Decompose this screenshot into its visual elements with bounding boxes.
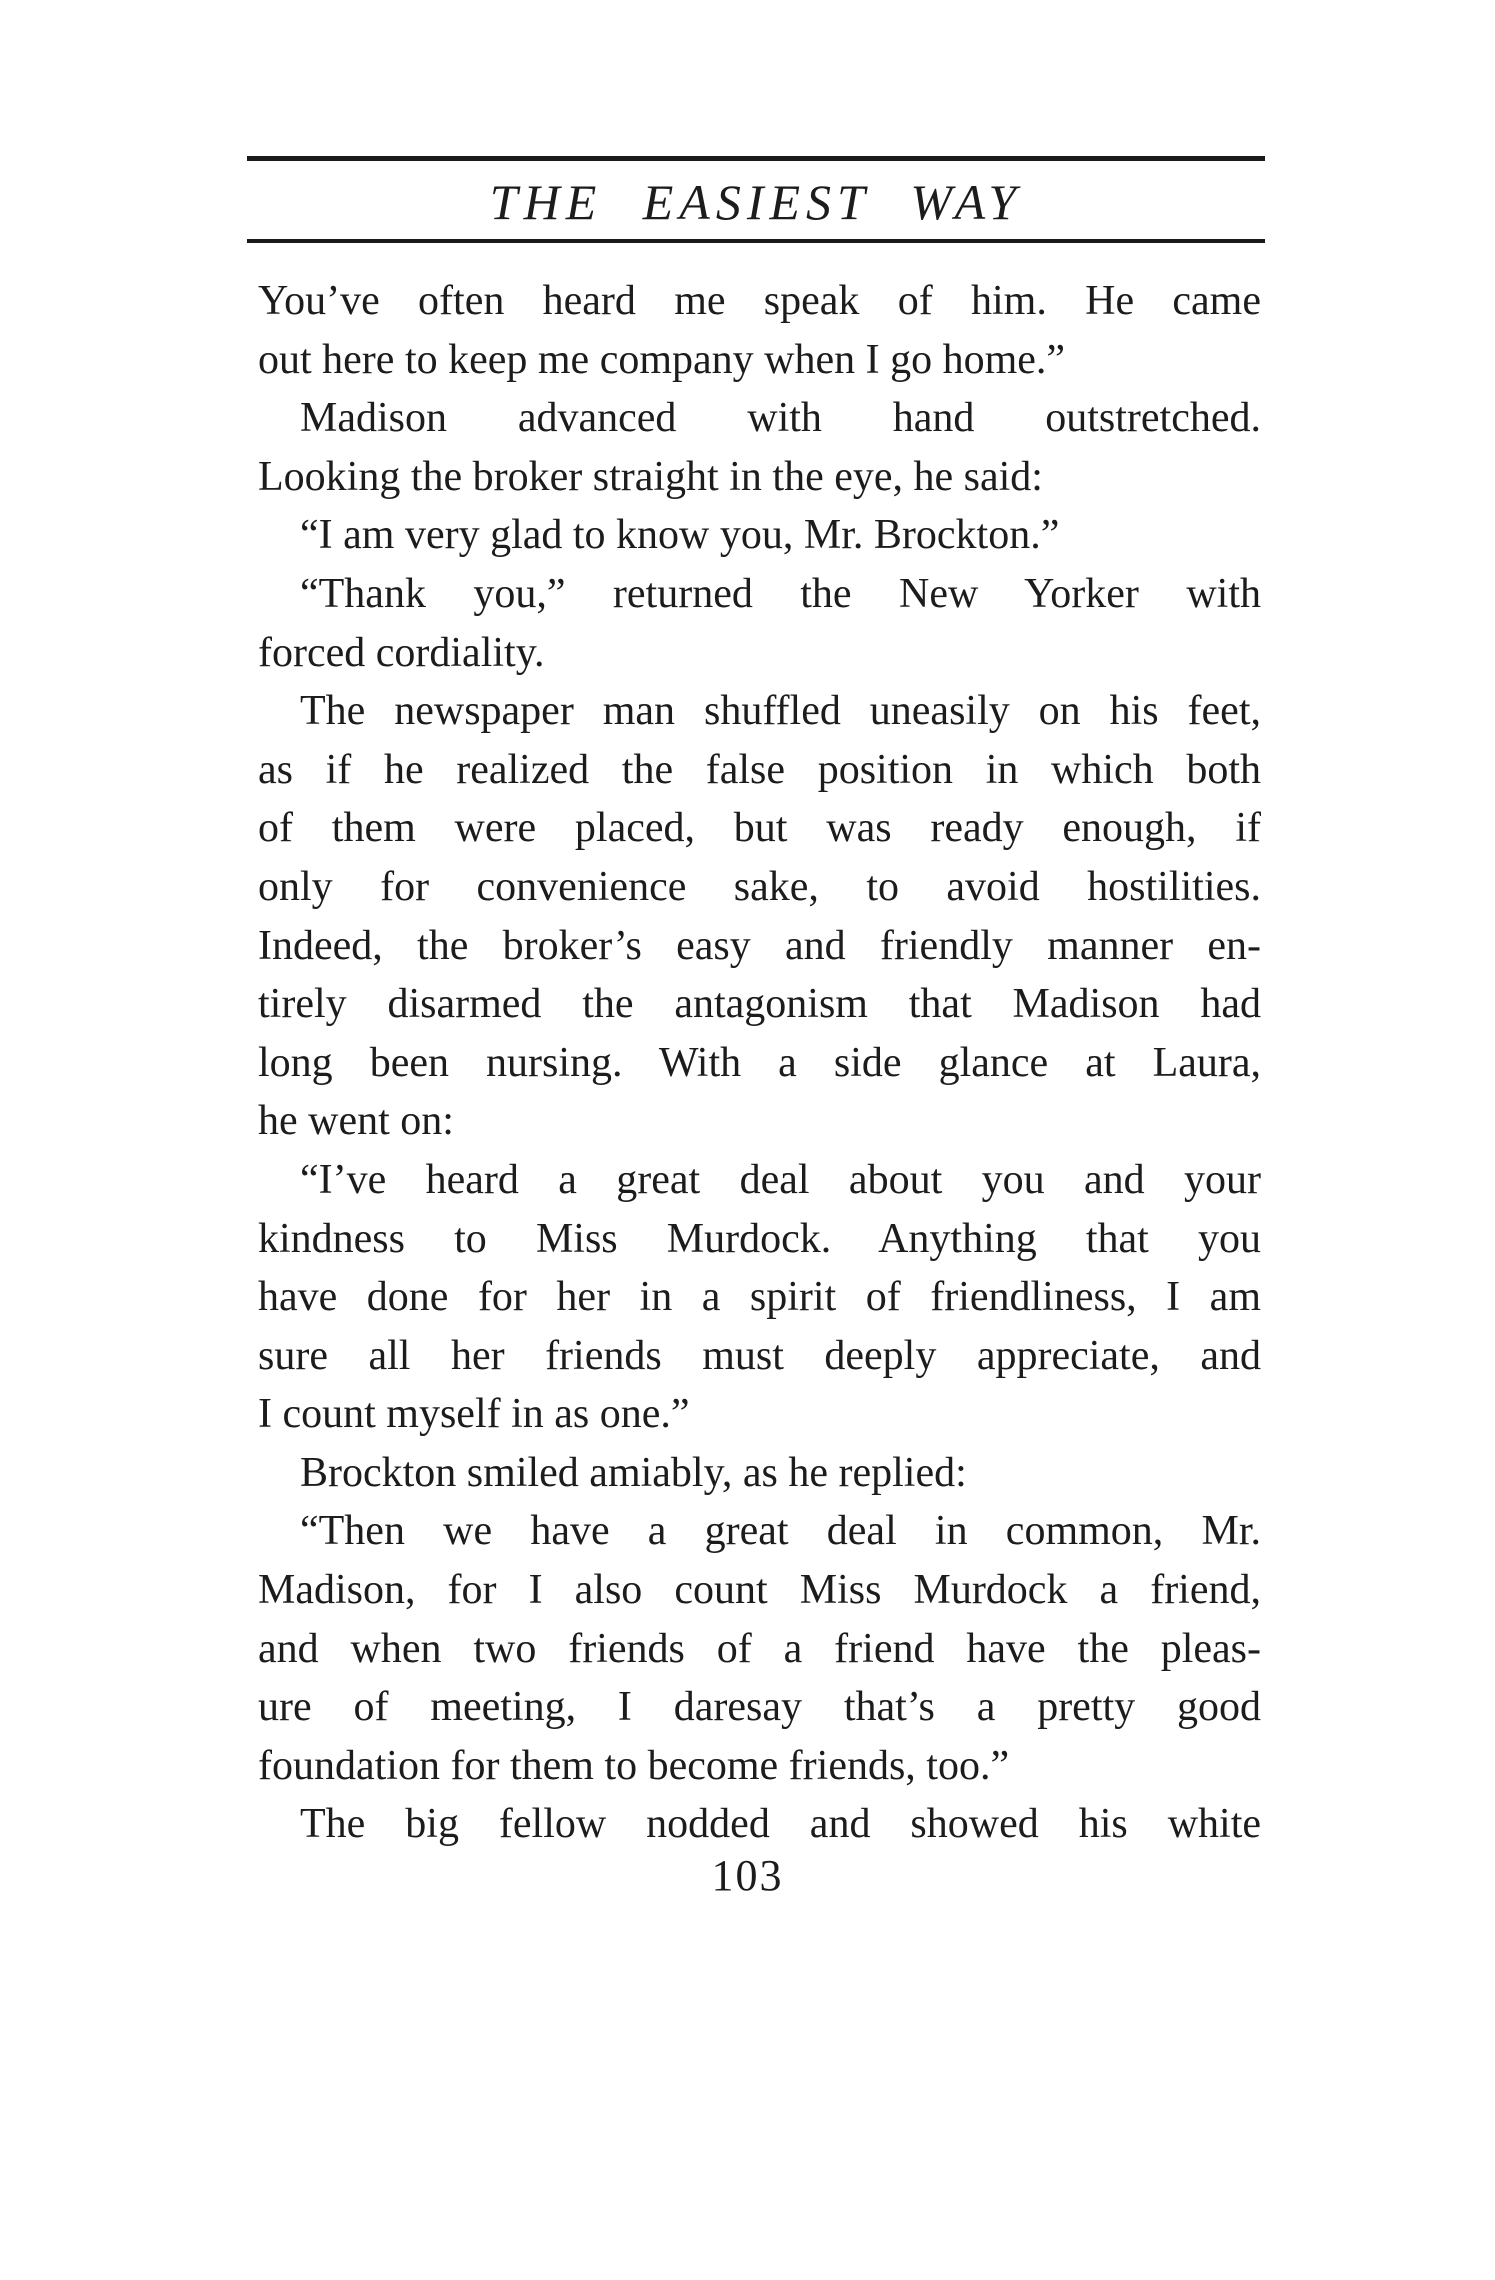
text-line: of them were placed, but was ready enough, if [258, 805, 1261, 852]
header-rule-top [247, 156, 1265, 161]
page-number: 103 [711, 1851, 784, 1900]
text-line: Brockton smiled amiably, as he replied: [300, 1449, 967, 1496]
text-line: “Then we have a great deal in common, Mr. [300, 1508, 1261, 1555]
text-line: “I am very glad to know you, Mr. Brockton.” [300, 512, 1060, 559]
running-head-title: THE EASIEST WAY [489, 174, 1023, 230]
text-line: kindness to Miss Murdock. Anything that you [258, 1215, 1261, 1262]
text-line: have done for her in a spirit of friendliness, I am [258, 1274, 1261, 1321]
text-line: only for convenience sake, to avoid hostilities. [258, 863, 1261, 910]
text-line: and when two friends of a friend have the pleas- [258, 1625, 1261, 1672]
text-line: I count myself in as one.” [258, 1391, 690, 1438]
text-line: Looking the broker straight in the eye, he said: [258, 453, 1043, 500]
text-line: “Thank you,” returned the New Yorker with [300, 570, 1261, 617]
text-line: The big fellow nodded and showed his white [300, 1801, 1261, 1848]
text-line: as if he realized the false position in which both [258, 746, 1261, 793]
text-line: out here to keep me company when I go home.” [258, 336, 1066, 383]
text-line: sure all her friends must deeply appreciate, and [258, 1332, 1261, 1379]
text-line: “I’ve heard a great deal about you and your [300, 1156, 1261, 1203]
text-line: tirely disarmed the antagonism that Madison had [258, 981, 1261, 1028]
text-line: long been nursing. With a side glance at Laura, [258, 1039, 1261, 1086]
text-line: Madison, for I also count Miss Murdock a friend, [258, 1567, 1261, 1614]
body-text [258, 272, 1261, 1854]
text-line: forced cordiality. [258, 629, 545, 676]
text-line: Madison advanced with hand outstretched. [300, 395, 1261, 442]
text-line: he went on: [258, 1098, 454, 1145]
text-line: ure of meeting, I daresay that’s a pretty good [258, 1684, 1261, 1731]
text-line: The newspaper man shuffled uneasily on his feet, [300, 688, 1261, 735]
text-line: You’ve often heard me speak of him. He came [258, 278, 1261, 324]
text-line: Indeed, the broker’s easy and friendly manner en- [258, 922, 1261, 969]
text-line: foundation for them to become friends, too.” [258, 1742, 1010, 1789]
header-rule-bottom [247, 239, 1265, 243]
